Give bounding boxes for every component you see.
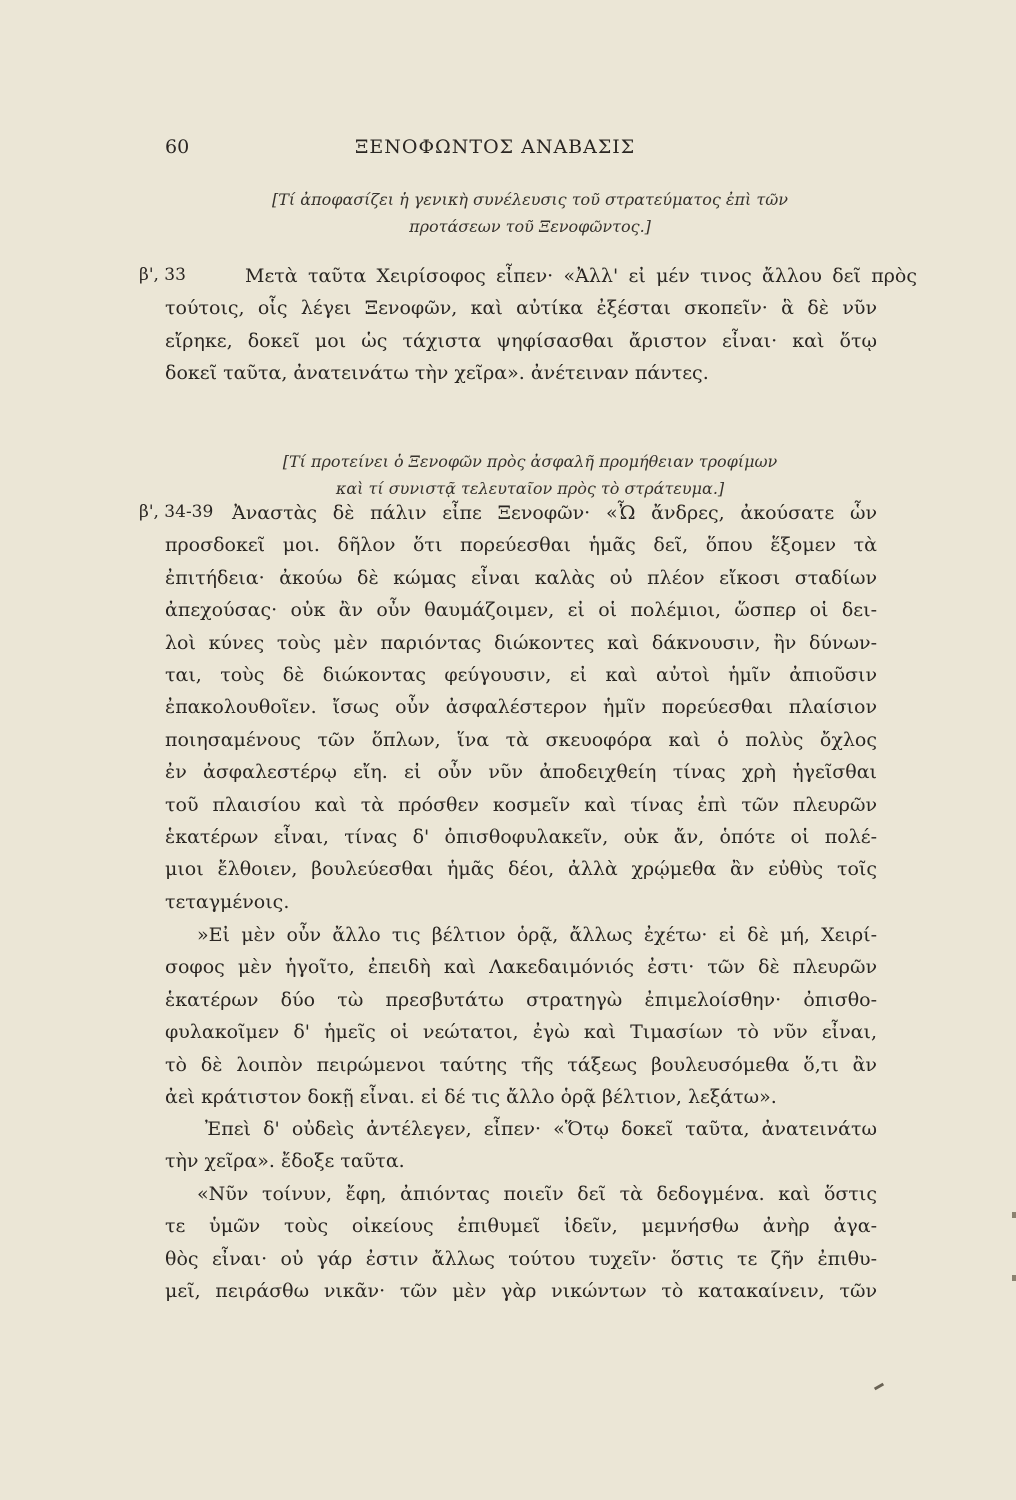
text-line: τὸ δὲ λοιπὸν πειρώμενοι ταύτης τῆς τάξεως βουλευσόμεθα ὅ,τι ἂν <box>165 1053 877 1076</box>
text-line: Μετὰ ταῦτα Χειρίσοφος εἶπεν· «Ἀλλ' εἰ μέν τινος ἄλλου δεῖ πρὸς <box>245 265 917 287</box>
paragraph-4-first <box>205 1113 877 1145</box>
text-line: μεῖ, πειράσθω νικᾶν· τῶν μὲν γὰρ νικώντων τὸ κατακαίνειν, τῶν <box>165 1280 877 1303</box>
text-line: ἑκατέρων δύο τὼ πρεσβυτάτω στρατηγὼ ἐπιμελοίσθην· ὀπισθο- <box>165 988 877 1011</box>
ink-speck <box>874 1383 884 1391</box>
paragraph-1 <box>205 260 917 292</box>
section-summary-1 <box>170 186 890 240</box>
text-line: τοῦ πλαισίου καὶ τὰ πρόσθεν κοσμεῖν καὶ τίνας ἐπὶ τῶν πλευρῶν <box>165 793 877 816</box>
text-line: ται, τοὺς δὲ διώκοντας φεύγουσιν, εἰ καὶ αὐτοὶ ἡμῖν ἀπιοῦσιν <box>165 664 877 687</box>
text-line: ποιησαμένους τῶν ὅπλων, ἵνα τὰ σκευοφόρα καὶ ὁ πολὺς ὄχλος <box>165 728 877 751</box>
text-line: τεταγμένοις. <box>165 890 290 913</box>
summary-line: [Τί προτείνει ὁ Ξενοφῶν πρὸς ἀσφαλῆ προμήθειαν τροφίμων <box>282 452 778 471</box>
paragraph-1-cont <box>165 292 877 389</box>
summary-line: καὶ τί συνιστᾷ τελευταῖον πρὸς τὸ στράτευμα.] <box>335 479 725 498</box>
text-line: προσδοκεῖ μοι. δῆλον ὅτι πορεύεσθαι ἡμᾶς δεῖ, ὅπου ἕξομεν τὰ <box>165 534 877 557</box>
text-line: φυλακοῖμεν δ' ἡμεῖς οἱ νεώτατοι, ἐγὼ καὶ Τιμασίων τὸ νῦν εἶναι, <box>165 1021 877 1044</box>
text-line: ἑκατέρων εἶναι, τίνας δ' ὀπισθοφυλακεῖν, οὐκ ἄν, ὁπότε οἱ πολέ- <box>165 826 877 849</box>
text-line: δοκεῖ ταῦτα, ἀνατεινάτω τὴν χεῖρα». ἀνέτειναν πάντες. <box>165 362 709 385</box>
text-line: σοφος μὲν ἡγοῖτο, ἐπειδὴ καὶ Λακεδαιμόνιός ἐστι· τῶν δὲ πλευρῶν <box>165 956 877 979</box>
margin-mark <box>1012 1212 1016 1218</box>
running-title: ΞΕΝΟΦΩΝΤΟΣ ΑΝΑΒΑΣΙΣ <box>355 136 636 158</box>
text-line: τε ὑμῶν τοὺς οἰκείους ἐπιθυμεῖ ἰδεῖν, μεμνήσθω ἀνὴρ ἀγα- <box>165 1215 877 1238</box>
text-line: »Εἰ μὲν οὖν ἄλλο τις βέλτιον ὁρᾷ, ἄλλως ἐχέτω· εἰ δὲ μή, Χειρί- <box>197 924 877 946</box>
paragraph-4 <box>165 1145 877 1177</box>
text-line: ἀπεχούσας· οὐκ ἂν οὖν θαυμάζοιμεν, εἰ οἱ πολέμιοι, ὥσπερ οἱ δει- <box>165 599 877 622</box>
page-header <box>0 136 1016 166</box>
text-line: ἐν ἀσφαλεστέρῳ εἴη. εἰ οὖν νῦν ἀποδειχθείη τίνας χρὴ ἡγεῖσθαι <box>165 761 877 784</box>
text-line: εἴρηκε, δοκεῖ μοι ὡς τάχιστα ψηφίσασθαι ἄριστον εἶναι· καὶ ὅτῳ <box>165 329 877 352</box>
paragraph-2-first <box>232 497 877 529</box>
text-line: τούτοις, οἷς λέγει Ξενοφῶν, καὶ αὐτίκα ἐξέσται σκοπεῖν· ἃ δὲ νῦν <box>165 297 877 320</box>
paragraph-5 <box>165 1210 877 1307</box>
section-reference-2: β', 34-39 <box>139 502 214 522</box>
section-reference-1: β', 33 <box>139 265 186 285</box>
paragraph-3-first <box>197 919 877 951</box>
paragraph-2 <box>165 529 877 918</box>
text-line: ἐπακολουθοῖεν. ἴσως οὖν ἀσφαλέστερον ἡμῖν πορεύεσθαι πλαίσιον <box>165 696 877 719</box>
summary-line: [Τί ἀποφασίζει ἡ γενικὴ συνέλευσις τοῦ στρατεύματος ἐπὶ τῶν <box>272 190 788 209</box>
text-line: «Νῦν τοίνυν, ἔφη, ἀπιόντας ποιεῖν δεῖ τὰ δεδογμένα. καὶ ὅστις <box>197 1183 877 1205</box>
text-line: τὴν χεῖρα». ἔδοξε ταῦτα. <box>165 1150 405 1173</box>
text-line: Ἐπεὶ δ' οὐδεὶς ἀντέλεγεν, εἶπεν· «Ὅτῳ δοκεῖ ταῦτα, ἀνατεινάτω <box>205 1118 877 1140</box>
margin-mark <box>1012 1275 1016 1281</box>
text-line: μιοι ἔλθοιεν, βουλεύεσθαι ἡμᾶς δέοι, ἀλλὰ χρῴμεθα ἂν εὐθὺς τοῖς <box>165 858 877 881</box>
text-line: λοὶ κύνες τοὺς μὲν παριόντας διώκοντες καὶ δάκνουσιν, ἢν δύνων- <box>165 631 877 654</box>
text-line: ἀεὶ κράτιστον δοκῇ εἶναι. εἰ δέ τις ἄλλο ὁρᾷ βέλτιον, λεξάτω». <box>165 1086 777 1109</box>
text-line: Ἀναστὰς δὲ πάλιν εἶπε Ξενοφῶν· «Ὦ ἄνδρες, ἀκούσατε ὧν <box>232 502 877 524</box>
section-summary-2 <box>170 448 890 502</box>
paragraph-5-first <box>197 1178 877 1210</box>
text-line: θὸς εἶναι· οὐ γάρ ἐστιν ἄλλως τούτου τυχεῖν· ὅστις τε ζῆν ἐπιθυ- <box>165 1247 877 1270</box>
summary-line: προτάσεων τοῦ Ξενοφῶντος.] <box>409 217 651 236</box>
paragraph-3 <box>165 951 877 1113</box>
text-line: ἐπιτήδεια· ἀκούω δὲ κώμας εἶναι καλὰς οὐ πλέον εἴκοσι σταδίων <box>165 566 877 589</box>
page-number: 60 <box>165 136 190 158</box>
